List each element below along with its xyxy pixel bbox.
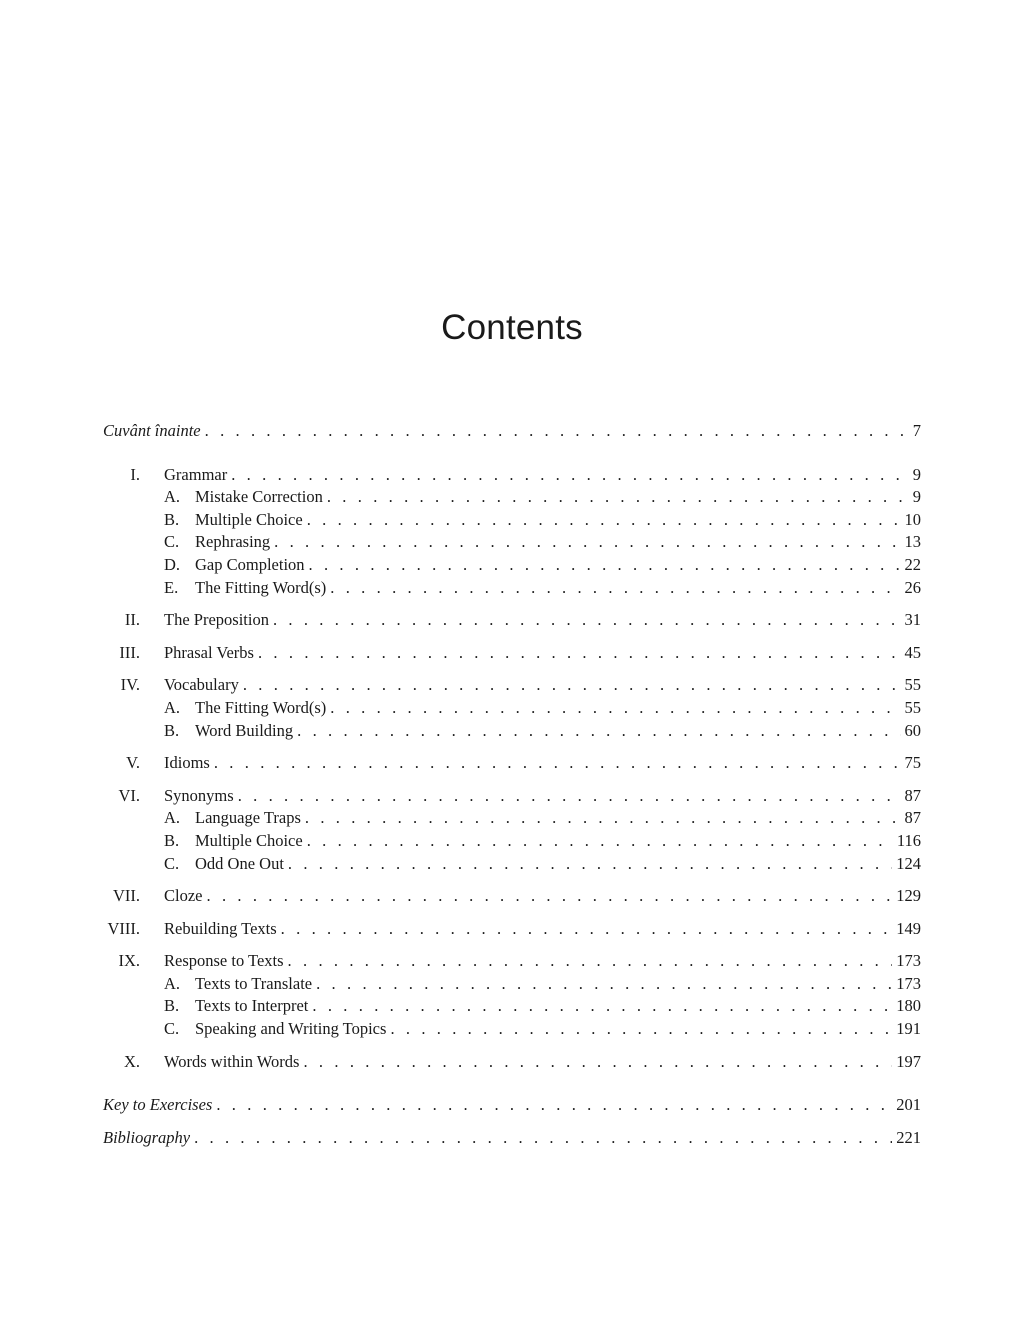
toc-subsection-9a[interactable] bbox=[103, 973, 921, 996]
toc-label: Texts to Interpret bbox=[195, 996, 309, 1016]
toc-subsection-6c[interactable] bbox=[103, 853, 921, 876]
dot-leader bbox=[194, 1127, 892, 1150]
toc-page-number: 149 bbox=[896, 918, 921, 938]
toc-chapter-9[interactable] bbox=[103, 950, 921, 973]
toc-page-number: 87 bbox=[904, 808, 921, 828]
toc-page-number: 26 bbox=[904, 577, 921, 597]
dot-leader bbox=[288, 853, 892, 876]
toc-label: The Fitting Word(s) bbox=[195, 577, 327, 597]
dot-leader bbox=[316, 973, 892, 996]
chapter-number: VII. bbox=[112, 886, 140, 906]
toc-label: Response to Texts bbox=[164, 951, 284, 971]
toc-label: Multiple Choice bbox=[195, 509, 303, 529]
subsection-letter: B. bbox=[164, 720, 180, 740]
toc-page-number: 201 bbox=[896, 1095, 921, 1115]
toc-label: Mistake Correction bbox=[195, 487, 323, 507]
subsection-letter: C. bbox=[164, 532, 180, 552]
dot-leader bbox=[214, 752, 901, 775]
subsection-letter: B. bbox=[164, 830, 180, 850]
toc-subsection-6b[interactable] bbox=[103, 830, 921, 853]
toc-chapter-6[interactable] bbox=[103, 785, 921, 808]
dot-leader bbox=[330, 697, 900, 720]
toc-label: Grammar bbox=[164, 464, 228, 484]
toc-chapter-8[interactable] bbox=[103, 918, 921, 941]
toc-page-number: 173 bbox=[896, 951, 921, 971]
toc-label: Odd One Out bbox=[195, 853, 284, 873]
chapter-number: III. bbox=[119, 642, 140, 662]
dot-leader bbox=[205, 420, 909, 443]
toc-label: Cuvânt înainte bbox=[103, 421, 201, 440]
chapter-number: X. bbox=[123, 1051, 140, 1071]
dot-leader bbox=[303, 1051, 892, 1074]
toc-entry-preface[interactable] bbox=[103, 420, 921, 443]
dot-leader bbox=[231, 464, 909, 487]
dot-leader bbox=[243, 674, 901, 697]
toc-entry-key-to-exercises[interactable] bbox=[103, 1094, 921, 1117]
toc-subsection-6a[interactable] bbox=[103, 807, 921, 830]
toc-subsection-1d[interactable] bbox=[103, 554, 921, 577]
toc-page-number: 60 bbox=[904, 720, 921, 740]
toc-subsection-1a[interactable] bbox=[103, 486, 921, 509]
dot-leader bbox=[274, 531, 900, 554]
toc-page-number: 173 bbox=[896, 973, 921, 993]
dot-leader bbox=[327, 486, 909, 509]
toc-label: The Preposition bbox=[164, 610, 269, 630]
toc-page-number: 116 bbox=[896, 830, 921, 850]
toc-label: Cloze bbox=[164, 886, 203, 906]
chapter-number: VIII. bbox=[107, 918, 140, 938]
dot-leader bbox=[273, 609, 901, 632]
dot-leader bbox=[258, 642, 901, 665]
toc-entry-bibliography[interactable] bbox=[103, 1127, 921, 1150]
dot-leader bbox=[288, 950, 893, 973]
toc-subsection-1b[interactable] bbox=[103, 509, 921, 532]
toc-subsection-4a[interactable] bbox=[103, 697, 921, 720]
toc-page-number: 45 bbox=[904, 642, 921, 662]
dot-leader bbox=[297, 720, 900, 743]
toc-label: Idioms bbox=[164, 753, 210, 773]
subsection-letter: D. bbox=[164, 554, 181, 574]
toc-label: Language Traps bbox=[195, 808, 301, 828]
toc-page-number: 87 bbox=[904, 785, 921, 805]
toc-page-number: 221 bbox=[896, 1127, 921, 1147]
table-of-contents bbox=[103, 420, 921, 1149]
subsection-letter: A. bbox=[164, 487, 181, 507]
chapter-number: II. bbox=[124, 610, 140, 630]
toc-page-number: 191 bbox=[896, 1019, 921, 1039]
dot-leader bbox=[207, 885, 893, 908]
subsection-letter: B. bbox=[164, 509, 180, 529]
toc-page-number: 55 bbox=[904, 675, 921, 695]
dot-leader bbox=[307, 509, 901, 532]
toc-chapter-7[interactable] bbox=[103, 885, 921, 908]
toc-page-number: 10 bbox=[904, 509, 921, 529]
toc-label: The Fitting Word(s) bbox=[195, 697, 327, 717]
dot-leader bbox=[216, 1094, 892, 1117]
toc-page-number: 22 bbox=[904, 554, 921, 574]
toc-chapter-4[interactable] bbox=[103, 674, 921, 697]
toc-page-number: 124 bbox=[896, 853, 921, 873]
toc-chapter-1[interactable] bbox=[103, 464, 921, 487]
chapter-number: V. bbox=[126, 753, 140, 773]
dot-leader bbox=[238, 785, 901, 808]
toc-page-number: 180 bbox=[896, 996, 921, 1016]
chapter-number: IX. bbox=[118, 951, 140, 971]
toc-page-number: 31 bbox=[904, 610, 921, 630]
toc-label: Texts to Translate bbox=[195, 973, 313, 993]
subsection-letter: A. bbox=[164, 697, 181, 717]
chapter-number: VI. bbox=[118, 785, 140, 805]
toc-chapter-3[interactable] bbox=[103, 642, 921, 665]
toc-chapter-5[interactable] bbox=[103, 752, 921, 775]
toc-label: Speaking and Writing Topics bbox=[195, 1019, 387, 1039]
toc-subsection-4b[interactable] bbox=[103, 720, 921, 743]
toc-label: Bibliography bbox=[103, 1127, 191, 1147]
toc-label: Phrasal Verbs bbox=[164, 642, 254, 662]
toc-page-number: 7 bbox=[912, 421, 921, 440]
chapter-number: IV. bbox=[120, 675, 140, 695]
toc-page-number: 55 bbox=[904, 697, 921, 717]
toc-subsection-1c[interactable] bbox=[103, 531, 921, 554]
toc-page-number: 9 bbox=[912, 487, 921, 507]
toc-chapter-2[interactable] bbox=[103, 609, 921, 632]
toc-label: Words within Words bbox=[164, 1051, 300, 1071]
toc-page-number: 129 bbox=[896, 886, 921, 906]
dot-leader bbox=[307, 830, 893, 853]
dot-leader bbox=[309, 554, 901, 577]
toc-page-number: 197 bbox=[896, 1051, 921, 1071]
subsection-letter: A. bbox=[164, 808, 181, 828]
subsection-letter: E. bbox=[164, 577, 179, 597]
toc-label: Rebuilding Texts bbox=[164, 918, 277, 938]
dot-leader bbox=[390, 1018, 892, 1041]
page-title: Contents bbox=[441, 308, 583, 347]
toc-subsection-9c[interactable] bbox=[103, 1018, 921, 1041]
toc-page-number: 13 bbox=[904, 532, 921, 552]
dot-leader bbox=[305, 807, 901, 830]
toc-label: Multiple Choice bbox=[195, 830, 303, 850]
toc-label: Word Building bbox=[195, 720, 294, 740]
toc-subsection-1e[interactable] bbox=[103, 577, 921, 600]
dot-leader bbox=[281, 918, 893, 941]
toc-page-number: 9 bbox=[912, 464, 921, 484]
toc-subsection-9b[interactable] bbox=[103, 995, 921, 1018]
toc-label: Synonyms bbox=[164, 785, 234, 805]
toc-chapter-10[interactable] bbox=[103, 1051, 921, 1074]
subsection-letter: B. bbox=[164, 996, 180, 1016]
toc-label: Vocabulary bbox=[164, 675, 239, 695]
toc-label: Gap Completion bbox=[195, 554, 305, 574]
subsection-letter: C. bbox=[164, 853, 180, 873]
subsection-letter: C. bbox=[164, 1019, 180, 1039]
dot-leader bbox=[312, 995, 892, 1018]
subsection-letter: A. bbox=[164, 973, 181, 993]
dot-leader bbox=[330, 577, 900, 600]
toc-label: Rephrasing bbox=[195, 532, 271, 552]
toc-page-number: 75 bbox=[904, 753, 921, 773]
toc-label: Key to Exercises bbox=[103, 1095, 213, 1115]
chapter-number: I. bbox=[130, 464, 140, 484]
